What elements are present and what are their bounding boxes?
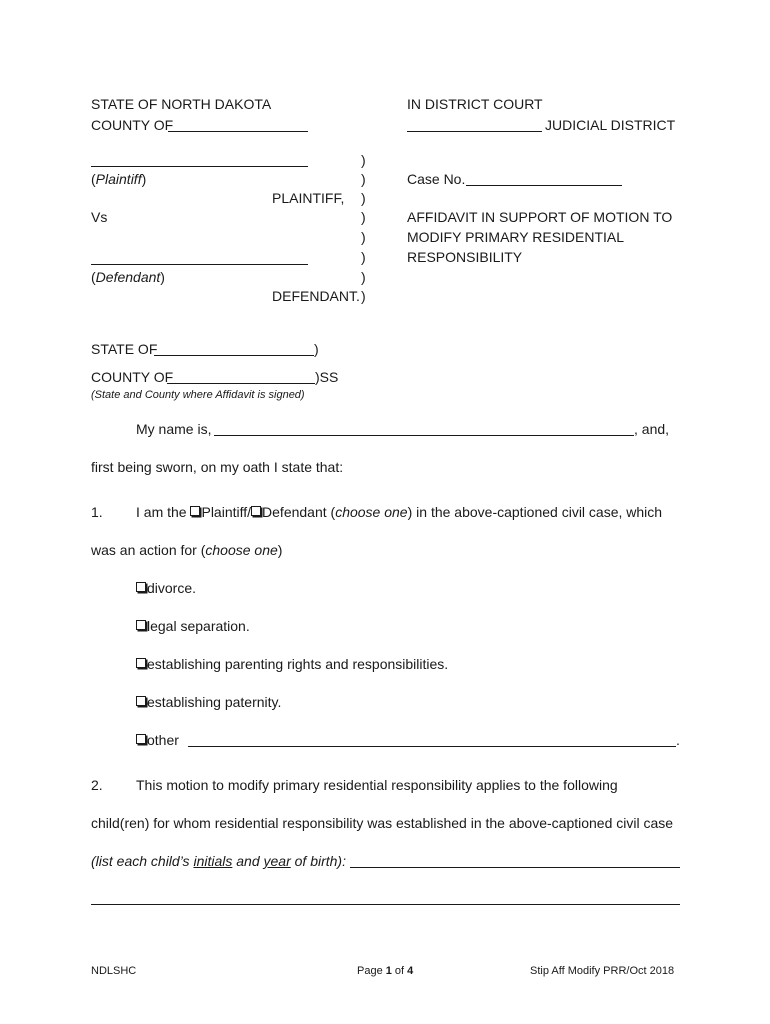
para-1-line2: was an action for (choose one) (91, 542, 283, 558)
plaintiff-name-blank[interactable] (91, 166, 308, 167)
footer-right: Stip Aff Modify PRR/Oct 2018 (530, 965, 675, 977)
plaintiff-checkbox[interactable] (190, 506, 200, 516)
district-blank[interactable] (407, 131, 542, 132)
caption-paren: ) (361, 190, 366, 206)
judicial-district-label: JUDICIAL DISTRICT (545, 117, 676, 133)
venue-county-label: COUNTY OF (91, 369, 174, 385)
affiant-name-blank[interactable] (214, 435, 634, 436)
venue-county-blank[interactable] (167, 383, 315, 384)
footer-left: NDLSHC (91, 965, 137, 977)
divorce-checkbox[interactable] (136, 582, 146, 592)
vs-label: Vs (91, 209, 108, 225)
caption-paren: ) (361, 249, 366, 265)
venue-state-blank[interactable] (154, 355, 314, 356)
children-blank-2[interactable] (91, 904, 680, 905)
legal-separation-checkbox[interactable] (136, 620, 146, 630)
option-paternity: establishing paternity. (136, 694, 281, 710)
para-1-line1: I am the Plaintiff/ Defendant (choose one) in the above-captioned civil case, which (136, 504, 663, 520)
other-checkbox[interactable] (136, 734, 146, 744)
para-2-line3: (list each child’s initials and year of birth): (91, 853, 346, 869)
name-prefix: My name is, (136, 421, 212, 437)
para-2-line1: This motion to modify primary residential responsibility applies to the following (136, 777, 618, 793)
option-legal-separation: legal separation. (136, 618, 250, 634)
para-2-line2: child(ren) for whom residential responsibility was established in the above-captioned civil case (91, 815, 674, 831)
defendant-caps: DEFENDANT. (272, 288, 360, 304)
venue-note: (State and County where Affidavit is signed) (91, 389, 305, 401)
option-other: other (136, 732, 179, 748)
option-divorce: divorce. (136, 580, 196, 596)
defendant-checkbox[interactable] (251, 506, 261, 516)
para-1-number: 1. (91, 504, 103, 520)
other-blank[interactable] (188, 746, 676, 747)
para-2-number: 2. (91, 777, 103, 793)
caption-paren: ) (361, 229, 366, 245)
caption-paren: ) (361, 209, 366, 225)
plaintiff-caps: PLAINTIFF, (272, 190, 345, 206)
document-title-line2: MODIFY PRIMARY RESIDENTIAL (407, 229, 625, 245)
caption-paren: ) (361, 171, 366, 187)
defendant-name-blank[interactable] (91, 264, 308, 265)
parenting-rights-checkbox[interactable] (136, 658, 146, 668)
defendant-label: (Defendant) (91, 269, 165, 285)
document-title-line3: RESPONSIBILITY (407, 249, 523, 265)
name-suffix: , and, (634, 421, 670, 437)
county-blank[interactable] (168, 131, 308, 132)
paternity-checkbox[interactable] (136, 696, 146, 706)
venue-state-label: STATE OF (91, 341, 158, 357)
caption-paren: ) (361, 269, 366, 285)
court-heading: IN DISTRICT COURT (407, 96, 543, 112)
children-blank[interactable] (350, 867, 680, 868)
other-period: . (676, 732, 680, 748)
case-no-blank[interactable] (466, 185, 622, 186)
venue-paren: ) (314, 341, 319, 357)
caption-paren: ) (361, 152, 366, 168)
case-no-label: Case No. (407, 171, 466, 187)
venue-ss: )SS (315, 369, 339, 385)
option-parenting-rights: establishing parenting rights and responsibilities. (136, 656, 448, 672)
document-title-line1: AFFIDAVIT IN SUPPORT OF MOTION TO (407, 209, 673, 225)
sworn-statement: first being sworn, on my oath I state that: (91, 459, 344, 475)
caption-paren: ) (361, 288, 366, 304)
county-label: COUNTY OF (91, 117, 174, 133)
state-heading: STATE OF NORTH DAKOTA (91, 96, 272, 112)
plaintiff-label: (Plaintiff) (91, 171, 147, 187)
footer-page: Page 1 of 4 (357, 965, 414, 977)
